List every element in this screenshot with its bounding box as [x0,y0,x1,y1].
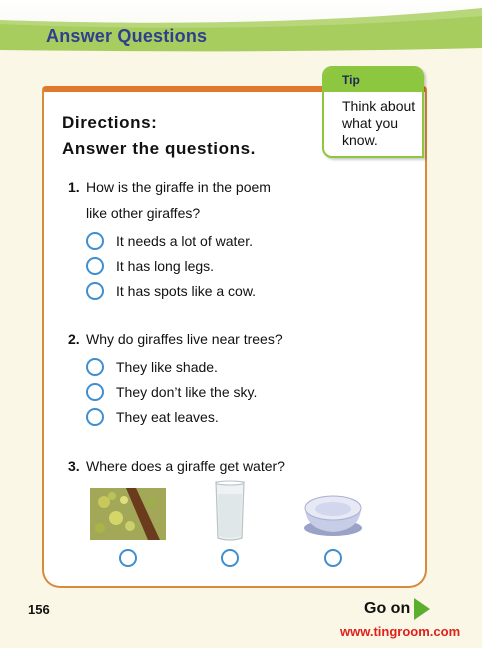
answer-option[interactable] [86,380,257,404]
answer-option[interactable] [86,355,218,379]
directions-text: Answer the questions. [62,139,256,158]
answer-bubble[interactable] [86,383,104,401]
option-label: They don’t like the sky. [116,384,258,400]
answer-option[interactable] [86,254,214,278]
option-label: It has long legs. [116,258,215,274]
answer-option[interactable] [86,229,253,253]
option-label: It has spots like a cow. [116,283,257,299]
question-number: 3. [68,458,80,474]
question-number: 1. [68,179,80,195]
question-1 [68,174,271,226]
question-text: How is the giraffe in the poem [86,179,271,195]
go-on-label[interactable]: Go on [364,600,411,617]
tip-line: know. [342,132,378,148]
answer-option[interactable] [86,279,256,303]
question-text: Where does a giraffe get water? [86,458,285,474]
directions-heading: Directions: [62,113,158,132]
tip-box [322,66,424,158]
answer-bubble[interactable] [86,408,104,426]
question-number: 2. [68,331,80,347]
water-bowl-image[interactable] [302,486,364,538]
directions [62,110,256,162]
answer-bubble[interactable] [221,549,239,567]
tip-line: Think about [342,98,416,114]
question-text: Why do giraffes live near trees? [86,331,283,347]
answer-bubble[interactable] [86,257,104,275]
answer-bubble[interactable] [86,358,104,376]
question-2 [68,326,283,352]
answer-option[interactable] [86,405,219,429]
watermark: www.tingroom.com [340,624,461,639]
option-label: It needs a lot of water. [116,233,253,249]
page-number: 156 [28,602,50,617]
go-on-arrow-icon[interactable] [414,598,430,620]
tip-line: what you [342,115,399,131]
question-3 [68,453,285,479]
answer-bubble[interactable] [86,282,104,300]
option-label: They eat leaves. [116,409,219,425]
question-text-continued: like other giraffes? [86,205,201,221]
tree-leaves-image[interactable] [90,488,166,540]
glass-of-water-image[interactable] [214,480,246,542]
tip-label: Tip [324,68,422,92]
tip-text [324,92,422,149]
answer-bubble[interactable] [119,549,137,567]
answer-bubble[interactable] [324,549,342,567]
option-label: They like shade. [116,359,218,375]
answer-bubble[interactable] [86,232,104,250]
page-title: Answer Questions [46,26,208,46]
